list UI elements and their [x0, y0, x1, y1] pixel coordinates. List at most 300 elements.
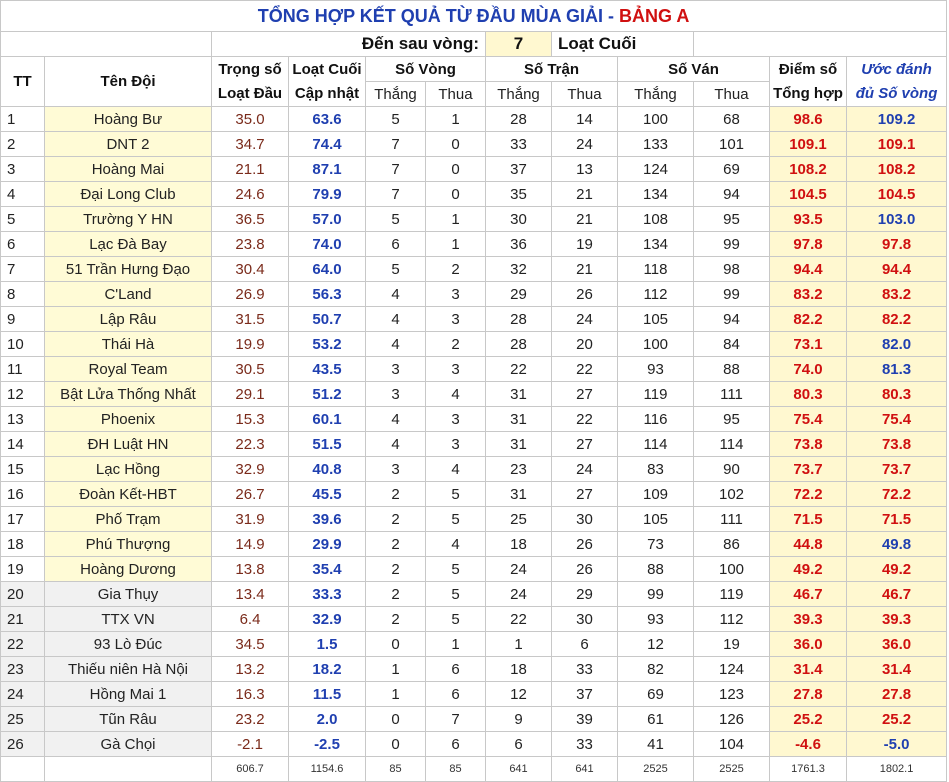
cell-score[interactable]: 75.4: [770, 407, 847, 432]
cell-matches-win[interactable]: 18: [486, 657, 552, 682]
cell-tt[interactable]: 3: [1, 157, 45, 182]
cell-rounds-win[interactable]: 3: [366, 382, 426, 407]
cell-games-win[interactable]: 119: [618, 382, 694, 407]
cell-rounds-win[interactable]: 3: [366, 357, 426, 382]
cell-tt[interactable]: 17: [1, 507, 45, 532]
cell-games-loss[interactable]: 112: [694, 607, 770, 632]
cell-est[interactable]: 39.3: [847, 607, 947, 632]
cell-final[interactable]: 32.9: [289, 607, 366, 632]
cell-matches-loss[interactable]: 6: [552, 632, 618, 657]
cell-tt[interactable]: 22: [1, 632, 45, 657]
round-value[interactable]: 7: [486, 32, 552, 57]
cell-team[interactable]: Hoàng Bư: [45, 107, 212, 132]
cell-games-loss[interactable]: 104: [694, 732, 770, 757]
cell-est[interactable]: 80.3: [847, 382, 947, 407]
cell-score[interactable]: 93.5: [770, 207, 847, 232]
cell-tt[interactable]: 1: [1, 107, 45, 132]
cell-games-loss[interactable]: 111: [694, 507, 770, 532]
cell-matches-loss[interactable]: 26: [552, 557, 618, 582]
cell-rounds-win[interactable]: 7: [366, 132, 426, 157]
cell-matches-win[interactable]: 9: [486, 707, 552, 732]
cell-games-win[interactable]: 41: [618, 732, 694, 757]
cell-weight[interactable]: 21.1: [212, 157, 289, 182]
cell-weight[interactable]: 35.0: [212, 107, 289, 132]
cell-matches-win[interactable]: 29: [486, 282, 552, 307]
cell-weight[interactable]: 13.8: [212, 557, 289, 582]
cell-matches-loss[interactable]: 24: [552, 307, 618, 332]
cell-score[interactable]: 109.1: [770, 132, 847, 157]
cell-weight[interactable]: 13.2: [212, 657, 289, 682]
cell-weight[interactable]: 34.7: [212, 132, 289, 157]
cell-tt[interactable]: 26: [1, 732, 45, 757]
cell-games-win[interactable]: 12: [618, 632, 694, 657]
cell-matches-loss[interactable]: 22: [552, 407, 618, 432]
cell-score[interactable]: 71.5: [770, 507, 847, 532]
cell-games-win[interactable]: 61: [618, 707, 694, 732]
cell-weight[interactable]: 23.8: [212, 232, 289, 257]
cell-score[interactable]: 39.3: [770, 607, 847, 632]
cell-matches-win[interactable]: 28: [486, 107, 552, 132]
cell-empty[interactable]: [45, 757, 212, 782]
cell-tt[interactable]: 14: [1, 432, 45, 457]
cell-team[interactable]: Đại Long Club: [45, 182, 212, 207]
cell-rounds-win[interactable]: 6: [366, 232, 426, 257]
cell-rounds-loss[interactable]: 5: [426, 507, 486, 532]
cell-matches-win[interactable]: 36: [486, 232, 552, 257]
cell-score[interactable]: 73.8: [770, 432, 847, 457]
cell-matches-loss[interactable]: 27: [552, 382, 618, 407]
cell-matches-loss[interactable]: 24: [552, 457, 618, 482]
cell-team[interactable]: ĐH Luật HN: [45, 432, 212, 457]
cell-est[interactable]: 82.0: [847, 332, 947, 357]
cell-matches-loss[interactable]: 14: [552, 107, 618, 132]
cell-final[interactable]: -2.5: [289, 732, 366, 757]
cell-weight[interactable]: 22.3: [212, 432, 289, 457]
cell-matches-loss[interactable]: 26: [552, 532, 618, 557]
cell-games-win[interactable]: 83: [618, 457, 694, 482]
cell-est[interactable]: 73.7: [847, 457, 947, 482]
cell-matches-win[interactable]: 22: [486, 607, 552, 632]
cell-final[interactable]: 51.2: [289, 382, 366, 407]
cell-tt[interactable]: 25: [1, 707, 45, 732]
cell-final[interactable]: 53.2: [289, 332, 366, 357]
cell-team[interactable]: 51 Trần Hưng Đạo: [45, 257, 212, 282]
cell-est[interactable]: 49.8: [847, 532, 947, 557]
cell-rounds-win[interactable]: 0: [366, 732, 426, 757]
cell-team[interactable]: Lạc Đà Bay: [45, 232, 212, 257]
cell-games-loss[interactable]: 86: [694, 532, 770, 557]
cell-score[interactable]: 108.2: [770, 157, 847, 182]
cell-games-loss[interactable]: 124: [694, 657, 770, 682]
cell-empty[interactable]: [1, 757, 45, 782]
cell-score[interactable]: 82.2: [770, 307, 847, 332]
cell-est[interactable]: 46.7: [847, 582, 947, 607]
cell-score[interactable]: 97.8: [770, 232, 847, 257]
cell-matches-loss[interactable]: 21: [552, 207, 618, 232]
cell-rounds-win[interactable]: 2: [366, 507, 426, 532]
cell-games-loss[interactable]: 102: [694, 482, 770, 507]
cell-team[interactable]: Royal Team: [45, 357, 212, 382]
cell-games-loss[interactable]: 69: [694, 157, 770, 182]
cell-team[interactable]: Phoenix: [45, 407, 212, 432]
cell-matches-win[interactable]: 25: [486, 507, 552, 532]
cell-final[interactable]: 45.5: [289, 482, 366, 507]
cell-tt[interactable]: 21: [1, 607, 45, 632]
cell-matches-win[interactable]: 35: [486, 182, 552, 207]
cell-rounds-win[interactable]: 7: [366, 182, 426, 207]
cell-rounds-loss[interactable]: 3: [426, 407, 486, 432]
cell-matches-win[interactable]: 32: [486, 257, 552, 282]
cell-tt[interactable]: 19: [1, 557, 45, 582]
cell-score[interactable]: 49.2: [770, 557, 847, 582]
cell-tt[interactable]: 9: [1, 307, 45, 332]
cell-rounds-win[interactable]: 5: [366, 107, 426, 132]
cell-games-win[interactable]: 99: [618, 582, 694, 607]
cell-team[interactable]: Gia Thụy: [45, 582, 212, 607]
cell-rounds-loss[interactable]: 3: [426, 307, 486, 332]
cell-team[interactable]: Hoàng Dương: [45, 557, 212, 582]
cell-games-win[interactable]: 100: [618, 107, 694, 132]
cell-weight[interactable]: 15.3: [212, 407, 289, 432]
cell-games-win[interactable]: 105: [618, 507, 694, 532]
cell-final[interactable]: 2.0: [289, 707, 366, 732]
cell-final[interactable]: 51.5: [289, 432, 366, 457]
cell-matches-loss[interactable]: 22: [552, 357, 618, 382]
cell-weight[interactable]: 31.9: [212, 507, 289, 532]
cell-games-win[interactable]: 112: [618, 282, 694, 307]
cell-matches-loss[interactable]: 21: [552, 182, 618, 207]
total-games-loss[interactable]: 2525: [694, 757, 770, 782]
cell-tt[interactable]: 6: [1, 232, 45, 257]
cell-score[interactable]: 25.2: [770, 707, 847, 732]
cell-matches-loss[interactable]: 21: [552, 257, 618, 282]
cell-est[interactable]: 94.4: [847, 257, 947, 282]
cell-tt[interactable]: 5: [1, 207, 45, 232]
cell-est[interactable]: 83.2: [847, 282, 947, 307]
total-final[interactable]: 1154.6: [289, 757, 366, 782]
cell-team[interactable]: Hoàng Mai: [45, 157, 212, 182]
cell-matches-win[interactable]: 31: [486, 407, 552, 432]
cell-games-loss[interactable]: 123: [694, 682, 770, 707]
cell-rounds-loss[interactable]: 5: [426, 557, 486, 582]
cell-team[interactable]: 93 Lò Đúc: [45, 632, 212, 657]
cell-rounds-win[interactable]: 4: [366, 332, 426, 357]
cell-matches-win[interactable]: 28: [486, 332, 552, 357]
cell-final[interactable]: 74.0: [289, 232, 366, 257]
cell-matches-win[interactable]: 31: [486, 432, 552, 457]
cell-matches-loss[interactable]: 27: [552, 432, 618, 457]
cell-rounds-win[interactable]: 0: [366, 632, 426, 657]
cell-rounds-loss[interactable]: 1: [426, 232, 486, 257]
cell-rounds-win[interactable]: 4: [366, 432, 426, 457]
cell-games-win[interactable]: 133: [618, 132, 694, 157]
cell-matches-loss[interactable]: 33: [552, 732, 618, 757]
cell-games-win[interactable]: 116: [618, 407, 694, 432]
cell-weight[interactable]: 36.5: [212, 207, 289, 232]
cell-est[interactable]: 72.2: [847, 482, 947, 507]
cell-final[interactable]: 1.5: [289, 632, 366, 657]
cell-matches-loss[interactable]: 20: [552, 332, 618, 357]
cell-team[interactable]: Hồng Mai 1: [45, 682, 212, 707]
cell-games-loss[interactable]: 84: [694, 332, 770, 357]
cell-final[interactable]: 33.3: [289, 582, 366, 607]
cell-rounds-win[interactable]: 4: [366, 282, 426, 307]
cell-games-win[interactable]: 114: [618, 432, 694, 457]
cell-rounds-win[interactable]: 2: [366, 607, 426, 632]
cell-score[interactable]: 36.0: [770, 632, 847, 657]
cell-weight[interactable]: 26.9: [212, 282, 289, 307]
cell-est[interactable]: 97.8: [847, 232, 947, 257]
cell-team[interactable]: DNT 2: [45, 132, 212, 157]
cell-final[interactable]: 63.6: [289, 107, 366, 132]
cell-est[interactable]: 82.2: [847, 307, 947, 332]
cell-weight[interactable]: 30.4: [212, 257, 289, 282]
cell-team[interactable]: Phú Thượng: [45, 532, 212, 557]
cell-team[interactable]: Thái Hà: [45, 332, 212, 357]
cell-matches-loss[interactable]: 33: [552, 657, 618, 682]
cell-weight[interactable]: 14.9: [212, 532, 289, 557]
cell-team[interactable]: Gà Chọi: [45, 732, 212, 757]
cell-tt[interactable]: 13: [1, 407, 45, 432]
cell-matches-win[interactable]: 30: [486, 207, 552, 232]
cell-tt[interactable]: 24: [1, 682, 45, 707]
total-rounds-win[interactable]: 85: [366, 757, 426, 782]
total-games-win[interactable]: 2525: [618, 757, 694, 782]
cell-rounds-win[interactable]: 0: [366, 707, 426, 732]
cell-games-win[interactable]: 118: [618, 257, 694, 282]
cell-rounds-loss[interactable]: 3: [426, 282, 486, 307]
cell-games-loss[interactable]: 88: [694, 357, 770, 382]
cell-rounds-win[interactable]: 5: [366, 207, 426, 232]
cell-rounds-win[interactable]: 2: [366, 582, 426, 607]
cell-rounds-win[interactable]: 5: [366, 257, 426, 282]
cell-tt[interactable]: 15: [1, 457, 45, 482]
cell-games-loss[interactable]: 99: [694, 232, 770, 257]
cell-games-loss[interactable]: 111: [694, 382, 770, 407]
cell-rounds-win[interactable]: 2: [366, 532, 426, 557]
cell-rounds-loss[interactable]: 3: [426, 357, 486, 382]
cell-rounds-loss[interactable]: 6: [426, 682, 486, 707]
cell-games-loss[interactable]: 101: [694, 132, 770, 157]
cell-rounds-win[interactable]: 2: [366, 557, 426, 582]
cell-matches-win[interactable]: 24: [486, 557, 552, 582]
cell-weight[interactable]: 30.5: [212, 357, 289, 382]
cell-score[interactable]: 31.4: [770, 657, 847, 682]
cell-tt[interactable]: 23: [1, 657, 45, 682]
cell-matches-loss[interactable]: 37: [552, 682, 618, 707]
cell-tt[interactable]: 4: [1, 182, 45, 207]
cell-score[interactable]: 72.2: [770, 482, 847, 507]
cell-tt[interactable]: 18: [1, 532, 45, 557]
cell-matches-loss[interactable]: 27: [552, 482, 618, 507]
cell-weight[interactable]: 6.4: [212, 607, 289, 632]
cell-final[interactable]: 29.9: [289, 532, 366, 557]
cell-matches-win[interactable]: 22: [486, 357, 552, 382]
cell-rounds-loss[interactable]: 1: [426, 107, 486, 132]
cell-rounds-loss[interactable]: 3: [426, 432, 486, 457]
cell-final[interactable]: 79.9: [289, 182, 366, 207]
cell-matches-loss[interactable]: 13: [552, 157, 618, 182]
cell-score[interactable]: 74.0: [770, 357, 847, 382]
cell-est[interactable]: 31.4: [847, 657, 947, 682]
cell-weight[interactable]: 19.9: [212, 332, 289, 357]
cell-games-win[interactable]: 82: [618, 657, 694, 682]
cell-tt[interactable]: 16: [1, 482, 45, 507]
cell-tt[interactable]: 12: [1, 382, 45, 407]
cell-rounds-loss[interactable]: 5: [426, 482, 486, 507]
cell-rounds-loss[interactable]: 4: [426, 532, 486, 557]
cell-games-win[interactable]: 105: [618, 307, 694, 332]
cell-weight[interactable]: 16.3: [212, 682, 289, 707]
cell-team[interactable]: Lập Râu: [45, 307, 212, 332]
cell-rounds-loss[interactable]: 0: [426, 132, 486, 157]
cell-rounds-loss[interactable]: 0: [426, 182, 486, 207]
cell-games-win[interactable]: 93: [618, 357, 694, 382]
cell-games-loss[interactable]: 94: [694, 307, 770, 332]
cell-games-loss[interactable]: 114: [694, 432, 770, 457]
cell-weight[interactable]: 31.5: [212, 307, 289, 332]
cell-matches-win[interactable]: 33: [486, 132, 552, 157]
cell-matches-loss[interactable]: 39: [552, 707, 618, 732]
cell-est[interactable]: 81.3: [847, 357, 947, 382]
cell-matches-loss[interactable]: 30: [552, 607, 618, 632]
total-weight[interactable]: 606.7: [212, 757, 289, 782]
cell-tt[interactable]: 2: [1, 132, 45, 157]
cell-matches-loss[interactable]: 30: [552, 507, 618, 532]
cell-weight[interactable]: -2.1: [212, 732, 289, 757]
cell-matches-loss[interactable]: 19: [552, 232, 618, 257]
cell-score[interactable]: 80.3: [770, 382, 847, 407]
cell-rounds-win[interactable]: 4: [366, 307, 426, 332]
cell-games-loss[interactable]: 68: [694, 107, 770, 132]
cell-games-loss[interactable]: 98: [694, 257, 770, 282]
cell-matches-loss[interactable]: 26: [552, 282, 618, 307]
cell-tt[interactable]: 11: [1, 357, 45, 382]
cell-rounds-loss[interactable]: 7: [426, 707, 486, 732]
cell-rounds-win[interactable]: 4: [366, 407, 426, 432]
cell-rounds-loss[interactable]: 2: [426, 257, 486, 282]
cell-score[interactable]: 73.7: [770, 457, 847, 482]
cell-matches-win[interactable]: 1: [486, 632, 552, 657]
total-est[interactable]: 1802.1: [847, 757, 947, 782]
cell-games-loss[interactable]: 100: [694, 557, 770, 582]
cell-rounds-loss[interactable]: 4: [426, 457, 486, 482]
cell-rounds-loss[interactable]: 6: [426, 657, 486, 682]
cell-score[interactable]: 46.7: [770, 582, 847, 607]
cell-rounds-loss[interactable]: 2: [426, 332, 486, 357]
cell-empty[interactable]: [694, 32, 947, 57]
cell-final[interactable]: 11.5: [289, 682, 366, 707]
cell-est[interactable]: 103.0: [847, 207, 947, 232]
cell-weight[interactable]: 29.1: [212, 382, 289, 407]
cell-matches-win[interactable]: 6: [486, 732, 552, 757]
cell-final[interactable]: 60.1: [289, 407, 366, 432]
cell-weight[interactable]: 32.9: [212, 457, 289, 482]
cell-score[interactable]: 98.6: [770, 107, 847, 132]
cell-score[interactable]: 83.2: [770, 282, 847, 307]
cell-weight[interactable]: 34.5: [212, 632, 289, 657]
cell-games-win[interactable]: 109: [618, 482, 694, 507]
cell-matches-win[interactable]: 18: [486, 532, 552, 557]
total-rounds-loss[interactable]: 85: [426, 757, 486, 782]
cell-score[interactable]: 73.1: [770, 332, 847, 357]
cell-rounds-loss[interactable]: 1: [426, 632, 486, 657]
cell-team[interactable]: Phố Trạm: [45, 507, 212, 532]
cell-games-win[interactable]: 73: [618, 532, 694, 557]
cell-matches-win[interactable]: 24: [486, 582, 552, 607]
cell-final[interactable]: 18.2: [289, 657, 366, 682]
cell-rounds-loss[interactable]: 4: [426, 382, 486, 407]
cell-games-loss[interactable]: 126: [694, 707, 770, 732]
cell-rounds-loss[interactable]: 1: [426, 207, 486, 232]
cell-matches-win[interactable]: 23: [486, 457, 552, 482]
cell-team[interactable]: Đoàn Kết-HBT: [45, 482, 212, 507]
cell-score[interactable]: 44.8: [770, 532, 847, 557]
cell-score[interactable]: 94.4: [770, 257, 847, 282]
cell-matches-win[interactable]: 31: [486, 482, 552, 507]
cell-score[interactable]: 27.8: [770, 682, 847, 707]
cell-team[interactable]: Bật Lửa Thống Nhất: [45, 382, 212, 407]
cell-matches-win[interactable]: 28: [486, 307, 552, 332]
cell-games-loss[interactable]: 119: [694, 582, 770, 607]
cell-weight[interactable]: 13.4: [212, 582, 289, 607]
cell-matches-loss[interactable]: 24: [552, 132, 618, 157]
cell-score[interactable]: 104.5: [770, 182, 847, 207]
cell-games-win[interactable]: 69: [618, 682, 694, 707]
cell-team[interactable]: Lạc Hồng: [45, 457, 212, 482]
cell-team[interactable]: Trường Y HN: [45, 207, 212, 232]
cell-weight[interactable]: 23.2: [212, 707, 289, 732]
cell-rounds-loss[interactable]: 6: [426, 732, 486, 757]
cell-games-loss[interactable]: 99: [694, 282, 770, 307]
cell-rounds-loss[interactable]: 5: [426, 582, 486, 607]
cell-weight[interactable]: 24.6: [212, 182, 289, 207]
cell-games-loss[interactable]: 19: [694, 632, 770, 657]
cell-games-win[interactable]: 134: [618, 182, 694, 207]
cell-final[interactable]: 56.3: [289, 282, 366, 307]
cell-matches-loss[interactable]: 29: [552, 582, 618, 607]
cell-final[interactable]: 35.4: [289, 557, 366, 582]
cell-rounds-win[interactable]: 7: [366, 157, 426, 182]
cell-games-loss[interactable]: 95: [694, 207, 770, 232]
cell-rounds-win[interactable]: 3: [366, 457, 426, 482]
cell-est[interactable]: 104.5: [847, 182, 947, 207]
cell-tt[interactable]: 20: [1, 582, 45, 607]
cell-team[interactable]: TTX VN: [45, 607, 212, 632]
total-matches-win[interactable]: 641: [486, 757, 552, 782]
cell-est[interactable]: 49.2: [847, 557, 947, 582]
cell-final[interactable]: 39.6: [289, 507, 366, 532]
cell-matches-win[interactable]: 31: [486, 382, 552, 407]
cell-weight[interactable]: 26.7: [212, 482, 289, 507]
cell-games-win[interactable]: 93: [618, 607, 694, 632]
cell-est[interactable]: 71.5: [847, 507, 947, 532]
cell-games-win[interactable]: 134: [618, 232, 694, 257]
cell-matches-win[interactable]: 12: [486, 682, 552, 707]
cell-score[interactable]: -4.6: [770, 732, 847, 757]
cell-est[interactable]: 25.2: [847, 707, 947, 732]
cell-est[interactable]: 36.0: [847, 632, 947, 657]
total-score[interactable]: 1761.3: [770, 757, 847, 782]
cell-est[interactable]: 109.2: [847, 107, 947, 132]
cell-final[interactable]: 87.1: [289, 157, 366, 182]
cell-empty[interactable]: [1, 32, 212, 57]
cell-est[interactable]: 109.1: [847, 132, 947, 157]
cell-final[interactable]: 64.0: [289, 257, 366, 282]
cell-final[interactable]: 40.8: [289, 457, 366, 482]
cell-tt[interactable]: 10: [1, 332, 45, 357]
cell-games-win[interactable]: 108: [618, 207, 694, 232]
